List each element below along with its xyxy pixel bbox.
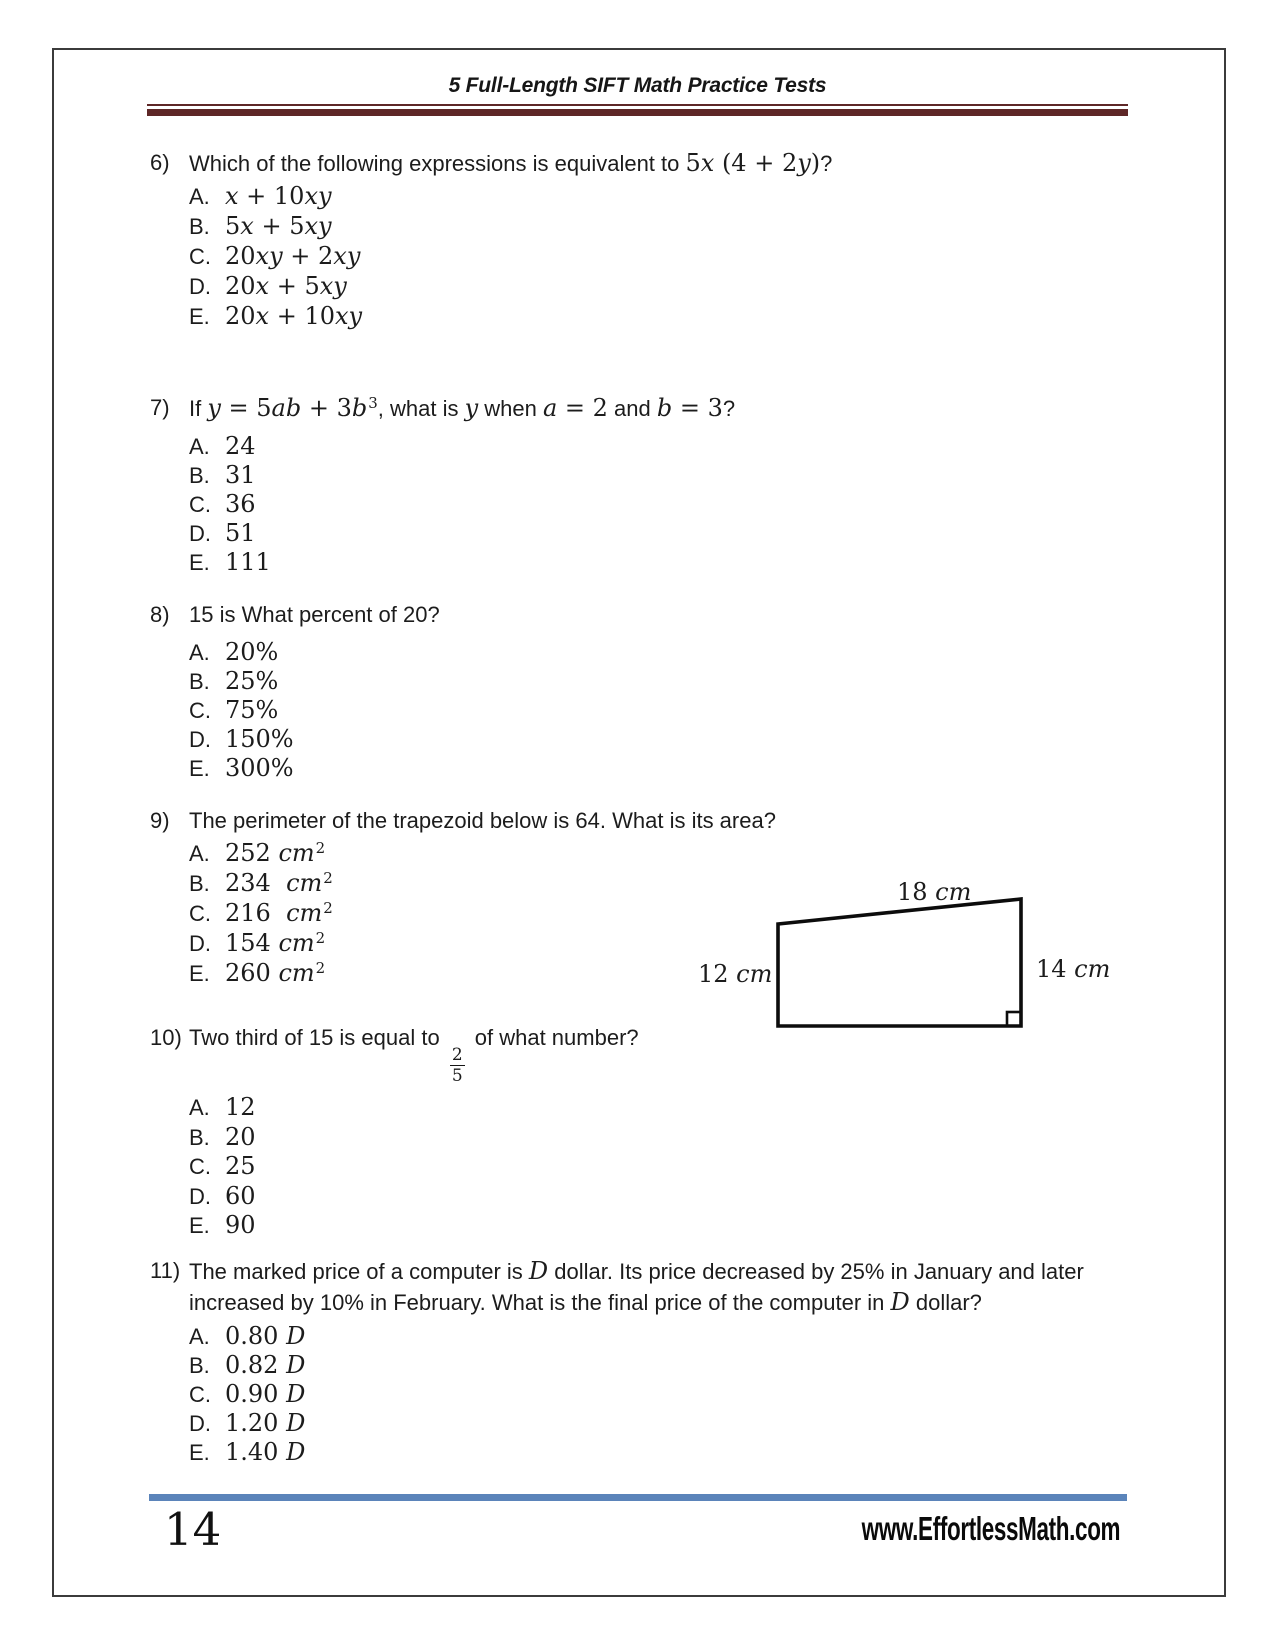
option-letter: E. [189, 1213, 210, 1238]
option-value [225, 1093, 256, 1123]
option-value [225, 181, 332, 212]
math-run: 234 cm [225, 869, 323, 897]
question-number: 8) [150, 602, 170, 627]
option-letter: B. [189, 871, 210, 896]
option-value [225, 548, 271, 577]
math-run: 20 [225, 1122, 256, 1151]
option-row [189, 1409, 1160, 1438]
option-row [189, 1182, 1160, 1212]
option-letter: B. [189, 669, 210, 694]
option-value [225, 1380, 305, 1409]
figure-label-right-side [1036, 955, 1110, 987]
question-body [189, 600, 1160, 783]
option-value [225, 725, 294, 754]
option-value [225, 868, 333, 899]
math-run: 75% [225, 696, 279, 724]
option-value [225, 1322, 305, 1351]
option-value [225, 271, 347, 302]
option-letter: D. [189, 727, 211, 752]
question-number: 10) [150, 1025, 182, 1050]
option-row [189, 241, 1160, 271]
option-letter: B. [189, 1124, 210, 1150]
option-row [189, 638, 1160, 667]
option-row [189, 519, 1160, 548]
option-letter: C. [189, 1154, 211, 1179]
options-list [189, 181, 1160, 331]
math-run: 25% [225, 667, 279, 695]
option-row [189, 490, 1160, 519]
option-value [225, 301, 362, 332]
question-7 [150, 393, 1160, 577]
question-10 [150, 1023, 1160, 1241]
option-value [225, 754, 294, 783]
option-letter: A. [189, 1324, 210, 1349]
math-run: 12 cm [698, 960, 773, 988]
option-row [189, 432, 1160, 461]
options-list [189, 432, 1160, 577]
math-run: 18 cm [897, 878, 972, 906]
option-row [189, 754, 1160, 783]
text-run: and [607, 396, 657, 421]
question-prompt-line [189, 1256, 1160, 1287]
options-list [189, 1322, 1160, 1467]
math-run: y [464, 394, 479, 422]
trapezoid-outline [778, 899, 1021, 1026]
question-number: 7) [150, 395, 170, 420]
option-value [225, 838, 325, 869]
math-run: 300% [225, 754, 294, 782]
option-value [225, 1152, 256, 1182]
math-run: 20% [225, 638, 279, 666]
options-list [189, 638, 1160, 783]
superscript: 3 [368, 393, 378, 412]
option-letter: B. [189, 1353, 210, 1378]
question-6 [150, 148, 1160, 331]
math-run: 36 [225, 490, 256, 518]
option-row [189, 696, 1160, 725]
option-row [189, 211, 1160, 241]
option-letter: D. [189, 1183, 211, 1209]
option-letter: A. [189, 184, 210, 209]
question-row [150, 1023, 1160, 1241]
figure-label-left-side [698, 960, 772, 992]
option-row [189, 1211, 1160, 1241]
option-row [189, 181, 1160, 211]
header-rule-thin [147, 104, 1128, 106]
text-run: when [478, 396, 543, 421]
question-row [150, 1256, 1160, 1467]
math-run: 154 cm [225, 929, 315, 957]
superscript: 2 [323, 868, 333, 887]
text-run: dollar? [909, 1290, 982, 1315]
option-value [225, 1438, 305, 1467]
option-row [189, 725, 1160, 754]
question-number: 11) [150, 1258, 181, 1283]
option-row [189, 548, 1160, 577]
option-row [189, 1322, 1160, 1351]
option-letter: D. [189, 1411, 211, 1436]
text-run: dollar. Its price decreased by 25% in January and later [548, 1259, 1084, 1284]
option-value [225, 928, 325, 959]
option-value [225, 211, 332, 242]
math-run: 31 [225, 461, 256, 489]
math-run: 20x + 5xy [225, 272, 347, 300]
math-run: 111 [225, 548, 271, 576]
question-prompt-line [189, 148, 1160, 179]
text-run: Two third of 15 is equal to [189, 1025, 446, 1050]
option-letter: A. [189, 1095, 210, 1120]
option-letter: C. [189, 698, 211, 723]
option-row [189, 1093, 1160, 1123]
option-letter: E. [189, 550, 210, 575]
question-8 [150, 600, 1160, 783]
math-run: x + 10xy [225, 182, 332, 210]
math-run: 20x + 10xy [225, 302, 363, 330]
option-letter: D. [189, 931, 211, 956]
math-run: 60 [225, 1181, 256, 1210]
math-run: D [528, 1257, 549, 1285]
question-body [189, 148, 1160, 331]
question-body [189, 1023, 1160, 1241]
option-letter: C. [189, 492, 211, 517]
math-run: 216 cm [225, 899, 323, 927]
text-run: The perimeter of the trapezoid below is 64. What is its area? [189, 808, 776, 833]
question-prompt-line [189, 393, 1160, 424]
question-11 [150, 1256, 1160, 1467]
option-letter: C. [189, 901, 211, 926]
option-row [189, 301, 1160, 331]
math-run: 25 [225, 1152, 256, 1180]
math-run: 0.80 D [225, 1322, 306, 1350]
option-row [189, 1380, 1160, 1409]
math-run: 14 cm [1036, 955, 1111, 983]
option-letter: B. [189, 463, 210, 488]
question-number: 9) [150, 808, 170, 833]
superscript: 2 [315, 838, 326, 857]
option-value [225, 667, 278, 696]
superscript: 2 [323, 898, 333, 917]
option-value [225, 432, 256, 461]
question-prompt-line [189, 806, 1160, 836]
option-value [225, 1123, 256, 1153]
header-rule-thick [147, 109, 1128, 116]
math-run: 5x + 5xy [225, 212, 332, 240]
text-run: of what number? [468, 1025, 639, 1050]
question-row [150, 148, 1160, 331]
question-prompt-line [189, 1287, 1160, 1318]
option-row [189, 667, 1160, 696]
math-run: 0.90 D [225, 1380, 306, 1408]
math-run: 260 cm [225, 959, 315, 987]
math-run: y = 5ab + 3b [207, 394, 368, 422]
page-title: 5 Full-Length SIFT Math Practice Tests [448, 74, 827, 97]
math-run: 51 [225, 519, 256, 547]
fraction: $\frac{2}{5}$ [451, 1045, 463, 1086]
option-row [189, 461, 1160, 490]
option-value [225, 638, 278, 667]
option-value [225, 461, 256, 490]
text-run: The marked price of a computer is [189, 1259, 529, 1284]
option-letter: E. [189, 304, 210, 329]
option-row [189, 1123, 1160, 1153]
math-run: 5x (4 + 2y) [685, 149, 821, 177]
option-value [225, 1409, 305, 1438]
math-run: 1.40 D [225, 1438, 306, 1466]
math-run: D [890, 1288, 910, 1316]
option-value [225, 696, 278, 725]
option-letter: B. [189, 214, 210, 239]
question-body [189, 393, 1160, 577]
text-run: , what is [377, 396, 465, 421]
math-run: 12 [225, 1093, 256, 1121]
text-run: 15 is What percent of 20? [189, 602, 440, 627]
question-body [189, 1256, 1160, 1467]
option-value [225, 1351, 305, 1380]
superscript: 2 [315, 928, 326, 947]
question-prompt-line [189, 600, 1160, 630]
footer-rule [149, 1494, 1127, 1501]
math-run: 24 [225, 432, 256, 460]
option-letter: A. [189, 640, 210, 665]
option-letter: D. [189, 274, 211, 299]
figure-label-top-side [897, 878, 971, 910]
options-list [189, 1093, 1160, 1241]
math-run: 1.20 D [225, 1409, 306, 1437]
option-value [225, 1211, 256, 1241]
text-run: increased by 10% in February. What is the final price of the computer in [189, 1290, 891, 1315]
option-letter: A. [189, 841, 210, 866]
superscript: 2 [315, 958, 326, 977]
math-run: a = 2 [542, 394, 608, 422]
question-row [150, 600, 1160, 783]
option-row [189, 271, 1160, 301]
option-row [189, 1351, 1160, 1380]
option-letter: E. [189, 756, 210, 781]
footer-website: www.EffortlessMath.com [861, 1510, 1120, 1547]
option-letter: C. [189, 1382, 211, 1407]
question-number: 6) [150, 150, 170, 175]
right-angle-marker [1007, 1012, 1021, 1026]
math-run: b = 3 [656, 394, 723, 422]
math-run: 150% [225, 725, 294, 753]
option-value [225, 490, 256, 519]
option-letter: C. [189, 244, 211, 269]
option-row [189, 838, 1160, 868]
option-letter: D. [189, 521, 211, 546]
option-letter: E. [189, 961, 210, 986]
option-value [225, 958, 325, 989]
option-letter: E. [189, 1440, 210, 1465]
text-run: ? [722, 396, 736, 421]
math-run: 20xy + 2xy [225, 242, 361, 270]
option-value [225, 898, 333, 929]
option-row [189, 1438, 1160, 1467]
option-value [225, 519, 256, 548]
text-run: Which of the following expressions is equivalent to [189, 151, 686, 176]
math-run: 252 cm [225, 839, 315, 867]
math-run: 90 [225, 1211, 256, 1239]
page-number: 14 [164, 1503, 222, 1556]
question-row [150, 393, 1160, 577]
option-letter: A. [189, 434, 210, 459]
text-run: ? [820, 151, 833, 176]
option-value [225, 241, 360, 272]
text-run: If [189, 396, 208, 421]
option-value [225, 1182, 256, 1212]
math-run: 0.82 D [225, 1351, 306, 1379]
option-row [189, 1152, 1160, 1182]
